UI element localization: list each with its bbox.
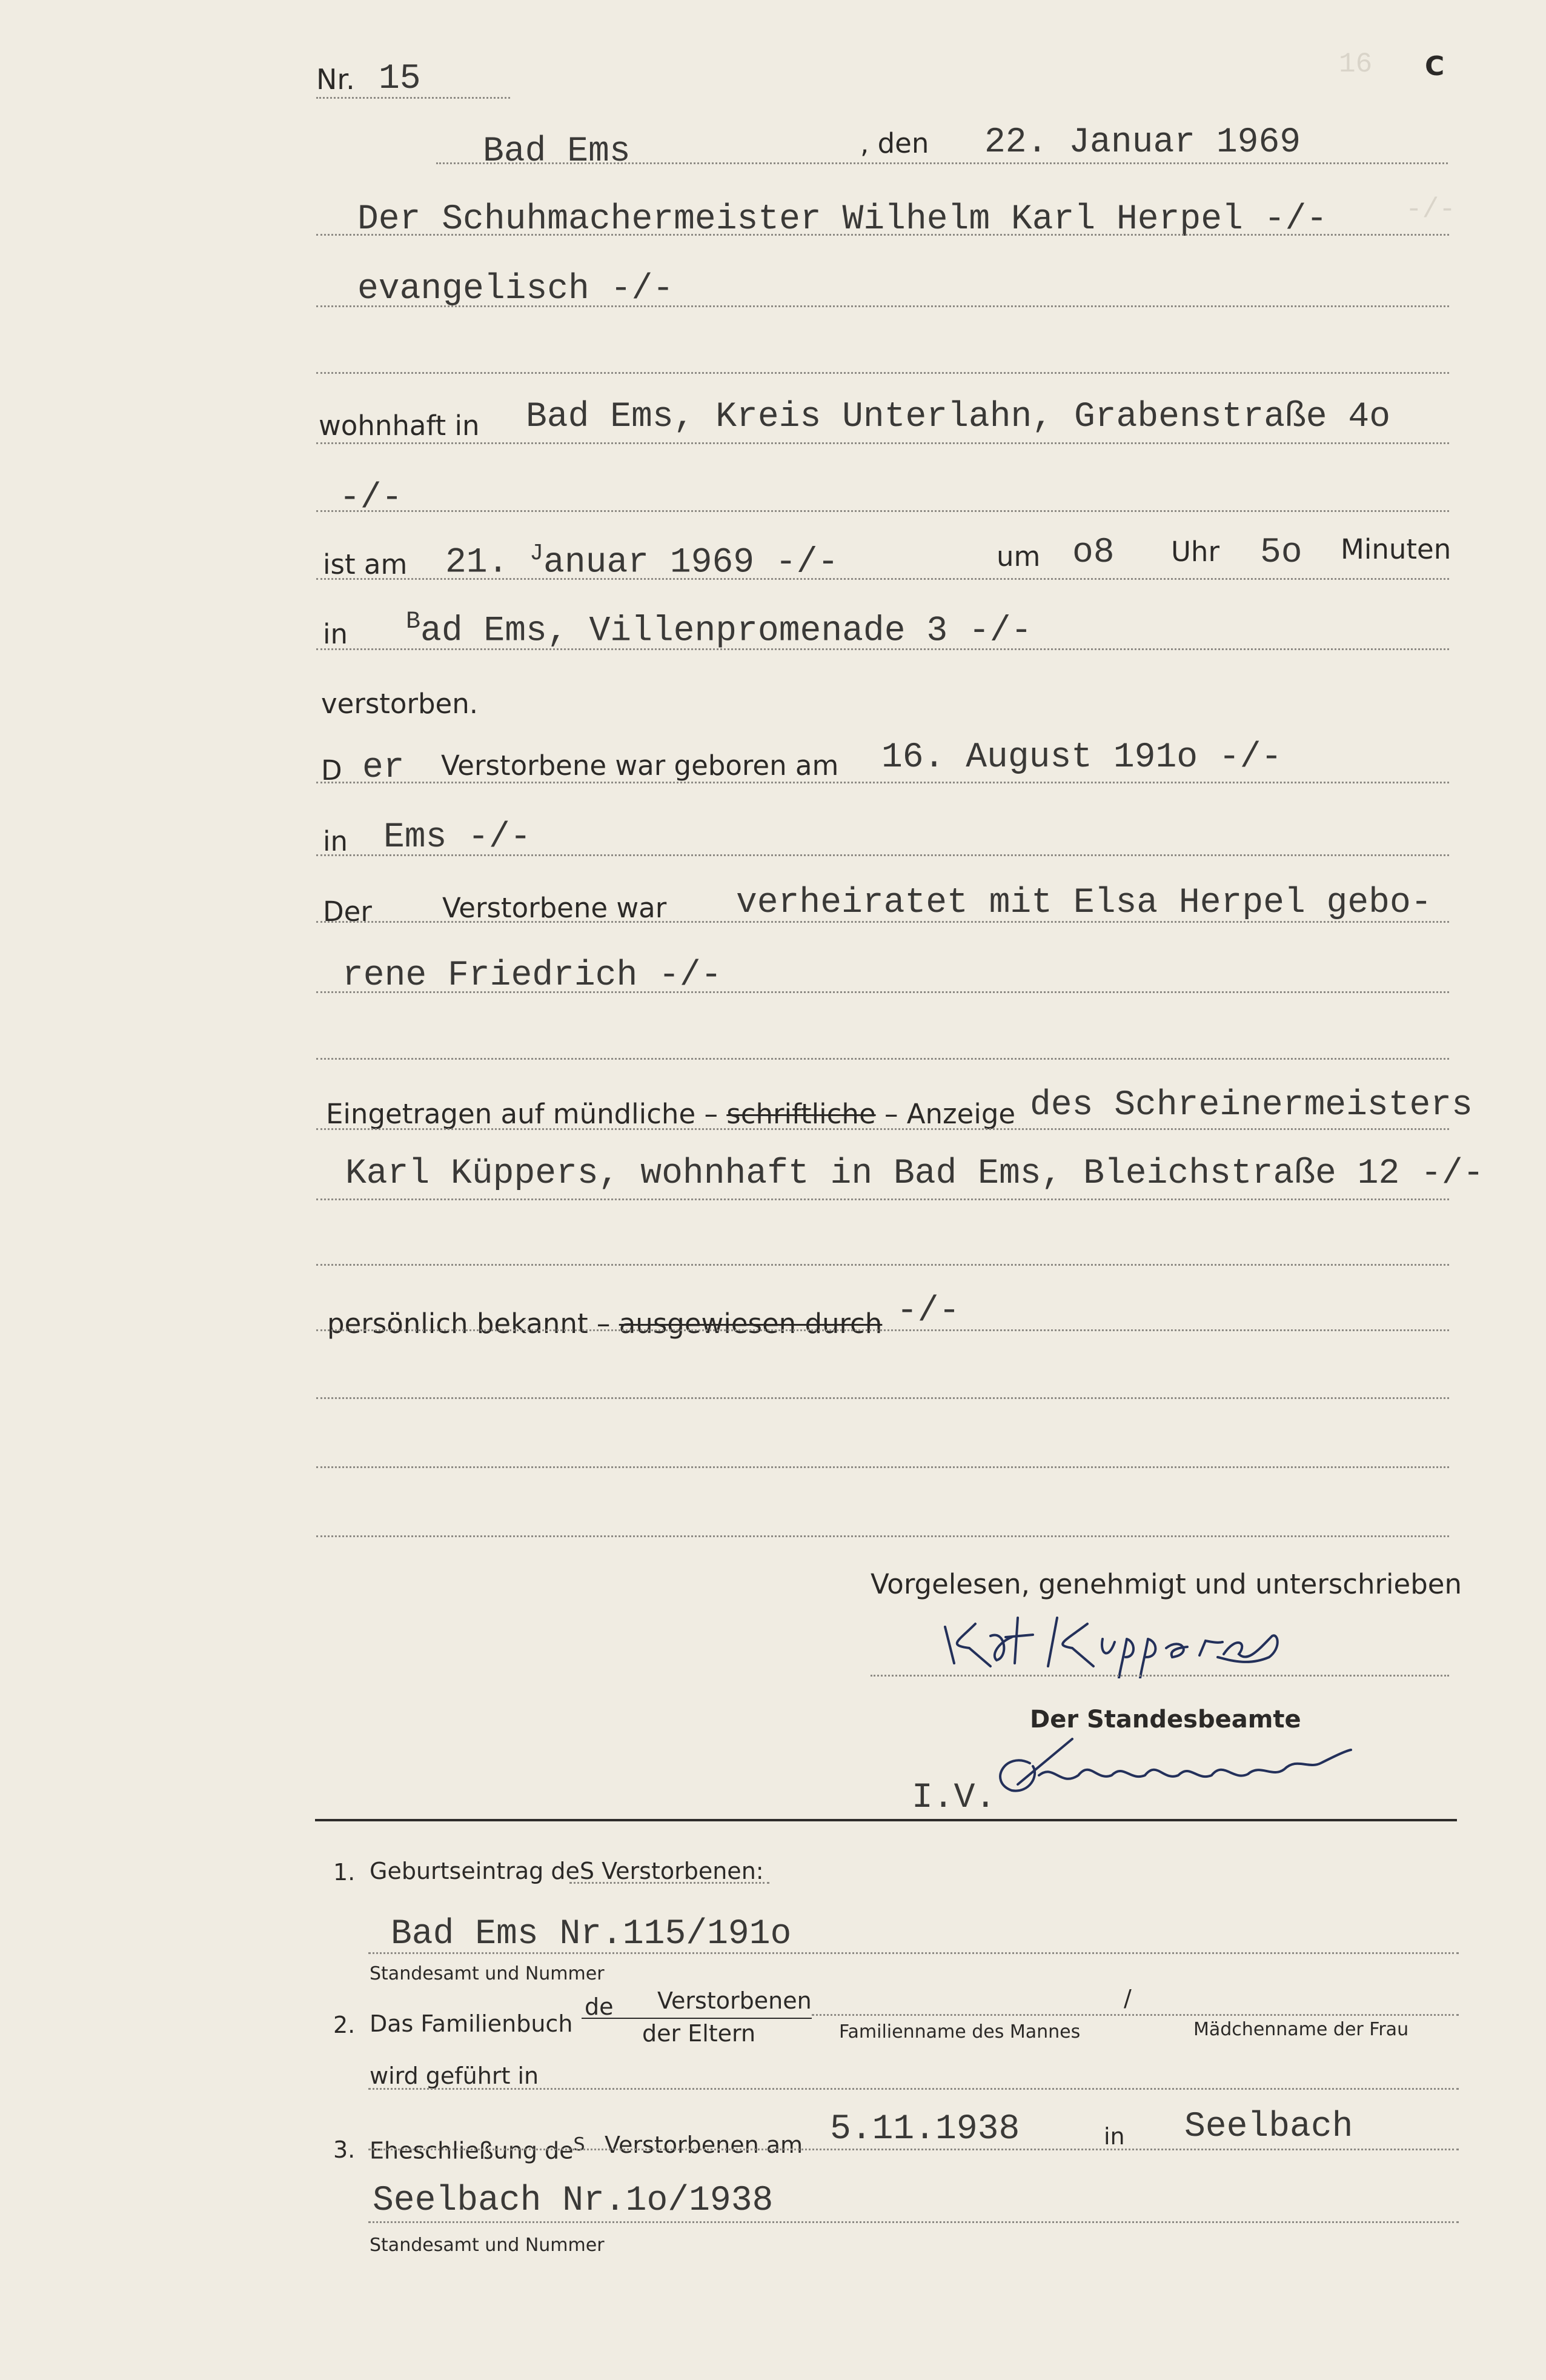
item2-eltern: der Eltern — [642, 2020, 756, 2047]
residence-value: Bad Ems, Kreis Unterlahn, Grabenstraße 4o — [526, 397, 1391, 437]
religion-line — [316, 305, 1449, 307]
birth-place-line — [316, 854, 1449, 856]
item1-label-line — [569, 1882, 769, 1884]
residence-continuation: -/- — [339, 479, 403, 518]
birth-in-label: in — [323, 825, 348, 857]
nr-underline — [316, 97, 510, 99]
ist-am-label: ist am — [323, 548, 408, 580]
item2-slash: / — [1124, 1985, 1132, 2012]
verstorben-label: verstorben. — [321, 688, 479, 720]
corner-letter: C — [1425, 51, 1445, 82]
residence-line-2 — [316, 510, 1449, 512]
official-signature — [981, 1727, 1357, 1812]
residence-line — [316, 442, 1449, 444]
item3-value: Seelbach Nr.1o/1938 — [373, 2181, 774, 2221]
death-minutes: 5o — [1260, 533, 1302, 573]
den-label: , den — [860, 127, 929, 159]
iv-label: I.V. — [912, 1778, 997, 1818]
blank-line-6 — [316, 1535, 1449, 1537]
item2-label: Das Familienbuch — [370, 2010, 573, 2037]
item3-in: in — [1104, 2123, 1125, 2150]
item2-wird-line — [368, 2088, 1459, 2090]
item1-value: Bad Ems Nr.115/191o — [391, 1915, 792, 1954]
item3-label2: Verstorbenen am — [605, 2132, 803, 2158]
nr-value: 15 — [379, 59, 421, 99]
item2-verstorbenen: Verstorbenen — [657, 1987, 812, 2014]
item2-caption-maiden: Mädchenname der Frau — [1193, 2019, 1409, 2040]
religion-value: evangelisch -/- — [357, 270, 674, 309]
birth-date-line — [316, 782, 1449, 783]
blank-line-5 — [316, 1466, 1449, 1468]
item2-wird: wird geführt in — [370, 2063, 539, 2089]
nr-label: Nr. — [316, 63, 355, 96]
blank-line-3 — [316, 1264, 1449, 1266]
item1-label: Geburtseintrag deS Verstorbenen: — [370, 1858, 764, 1884]
minuten-label: Minuten — [1341, 533, 1451, 565]
date-value: 22. Januar 1969 — [984, 123, 1301, 162]
informant-title: des Schreinermeisters — [1030, 1086, 1473, 1125]
item3-date: 5.11.1938 — [830, 2110, 1020, 2149]
residence-label: wohnhaft in — [319, 410, 480, 442]
marital-label: Verstorbene war — [442, 892, 667, 924]
item3-line — [368, 2149, 1459, 2150]
death-hour: o8 — [1072, 533, 1115, 573]
blank-line-1 — [316, 372, 1449, 374]
personal-line — [316, 1329, 1449, 1331]
marital-value: verheiratet mit Elsa Herpel gebo- — [736, 883, 1432, 923]
item2-number: 2. — [333, 2012, 356, 2038]
read-approved-line: Vorgelesen, genehmigt und unterschrieben — [871, 1568, 1462, 1600]
birth-d-label: D — [321, 754, 342, 786]
item3-value-line — [368, 2221, 1459, 2223]
item1-caption: Standesamt und Nummer — [370, 1963, 605, 1984]
marital-der-label: Der — [323, 896, 372, 928]
birth-label: Verstorbene war geboren am — [441, 750, 839, 782]
personal-value: -/- — [897, 1292, 960, 1331]
informant-value: Karl Küppers, wohnhaft in Bad Ems, Bleichstraße 12 -/- — [345, 1154, 1484, 1194]
item1-value-line — [368, 1952, 1459, 1954]
official-label: Der Standesbeamte — [1030, 1706, 1301, 1733]
signature-line-1 — [871, 1675, 1449, 1677]
birth-er-typed: er — [362, 748, 405, 788]
death-place-line — [316, 648, 1449, 650]
schriftliche-struck: schriftliche — [726, 1098, 876, 1130]
item2-line — [812, 2014, 1459, 2016]
place-date-line — [436, 162, 1448, 164]
place-value: Bad Ems — [483, 132, 631, 171]
item3-number: 3. — [333, 2136, 356, 2163]
death-date-line — [316, 578, 1449, 580]
um-label: um — [997, 540, 1041, 573]
item1-number: 1. — [333, 1859, 356, 1886]
personal-label: persönlich bekannt – ausgewiesen durch — [327, 1308, 883, 1340]
eingetragen-label: Eingetragen auf mündliche – schriftliche – Anzeige — [326, 1098, 1016, 1130]
birth-date: 16. August 191o -/- — [881, 738, 1282, 777]
marital-line-2 — [316, 991, 1449, 993]
item3-caption: Standesamt und Nummer — [370, 2235, 605, 2256]
death-in-label: in — [323, 618, 348, 650]
item3-label: Eheschließung $de^S$ — [370, 2134, 585, 2164]
person-name: Der Schuhmachermeister Wilhelm Karl Herpel -/- — [357, 200, 1328, 239]
item2-de: de — [585, 1993, 614, 2020]
person-line — [316, 234, 1449, 236]
item2-caption-husband: Familienname des Mannes — [839, 2021, 1081, 2043]
informant-signature — [933, 1600, 1309, 1678]
marital-continuation: rene Friedrich -/- — [342, 956, 722, 996]
death-date: 21. $^J$anuar 1969 -/- — [445, 540, 839, 583]
marital-line — [316, 921, 1449, 923]
registration-line — [316, 1128, 1449, 1130]
informant-line — [316, 1198, 1449, 1200]
item2-fraction-line — [582, 2018, 812, 2019]
birth-place: Ems -/- — [383, 818, 531, 857]
blank-line-4 — [316, 1397, 1449, 1399]
death-place: $^B$ad Ems, Villenpromenade 3 -/- — [406, 608, 1032, 651]
footer-divider — [315, 1819, 1457, 1821]
item3-place: Seelbach — [1184, 2107, 1353, 2147]
uhr-label: Uhr — [1171, 536, 1219, 568]
blank-line-2 — [316, 1058, 1449, 1060]
ausgewiesen-struck: ausgewiesen durch — [619, 1308, 883, 1340]
